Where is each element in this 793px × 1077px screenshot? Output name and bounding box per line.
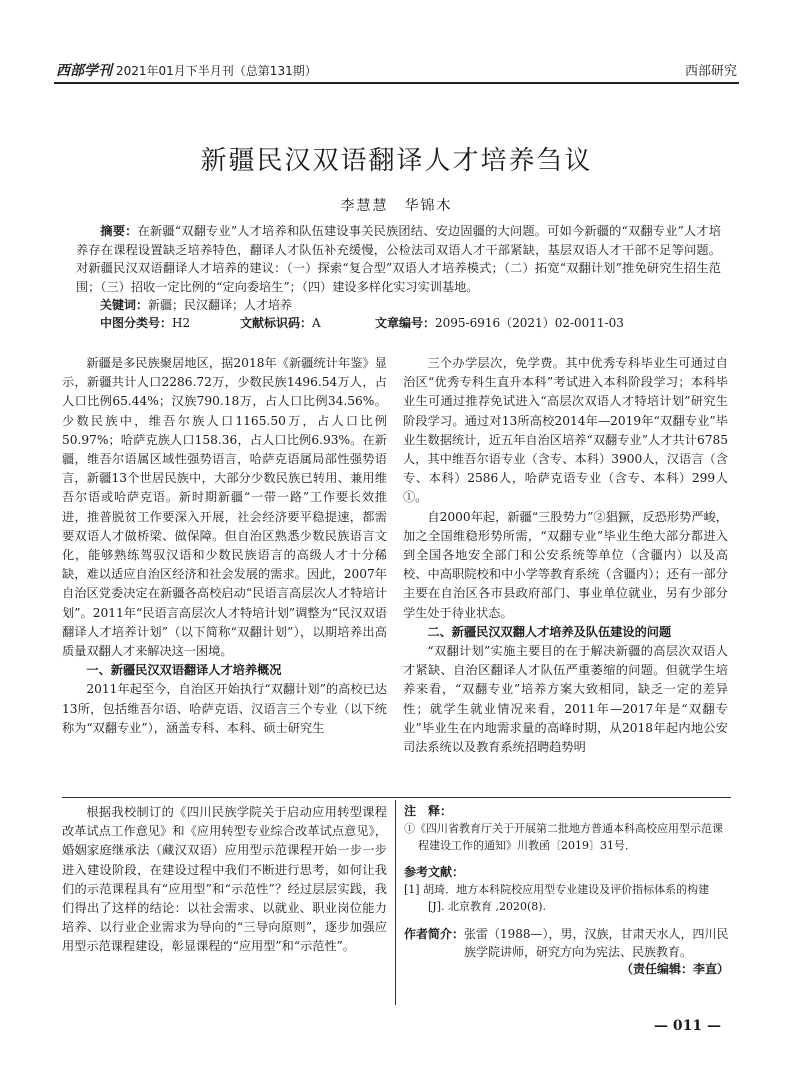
body-right-column xyxy=(403,354,728,757)
classification-row xyxy=(76,314,721,332)
authors: 李慧慧 华锦木 xyxy=(340,198,453,214)
doc-code-label: 文献标识码： xyxy=(240,316,313,330)
section-name: 西部研究 xyxy=(684,64,737,79)
paragraph: 新疆是多民族聚居地区，据2018年《新疆统计年鉴》显示，新疆共计人口2286.72万，少数民族1496.54万人，占人口比例65.44%；汉族790.18万，占人口比例34.56%。少数民族中，维吾尔族人口1165.50万，占人口比例50.97%；哈萨克族人口158.36，占人口比例6.93%。在新疆，维吾尔语属区域性强势语言，哈萨克语属局部性强势语言，新疆13个世居民族中，大部分少数民族已转用、兼用维吾尔语或哈萨克语。新时期新疆“一带一路”工作要长效推进，推普脱贫工作要深入开展，社会经济要平稳提速，都需要双语人才做桥梁、做保障。但自治区熟悉少数民族语言文化，能够熟练驾驭汉语和少数民族语言的高级人才十分稀缺，难以适应自治区经济和社会发展的需求。因此，2007年自治区党委决定在新疆各高校启动“民语言高层次人才特培计划”。2011年“民语言高层次人才特培计划”调整为“民汉双语翻译人才培养计划”（以下简称“双翻计划”），以期培养出高质量双翻人才来解决这一困境。 xyxy=(62,356,387,659)
clc-label: 中图分类号： xyxy=(100,316,173,330)
vertical-divider xyxy=(395,800,396,1005)
abstract xyxy=(76,222,721,296)
journal-logo: 西部学刊 xyxy=(56,63,112,79)
keywords-label: 关键词： xyxy=(100,298,149,312)
doc-code-value: A xyxy=(312,316,321,330)
issue-info: 2021年01月下半月刊（总第131期） xyxy=(116,64,317,78)
article-no-label: 文章编号： xyxy=(375,316,436,330)
reference-item: [1] 胡琦．地方本科院校应用型专业建设及评价指标体系的构建 [J]. 北京教育 ,2020(8). xyxy=(404,883,710,913)
divider xyxy=(62,797,731,798)
paragraph: “双翻计划”实施主要目的在于解决新疆的高层次双语人才紧缺、自治区翻译人才队伍严重萎缩的问题。但就学生培养来看，“双翻专业”培养方案大致相同，缺乏一定的差异性；就学生就业情况来看，2011年—2017年是“双翻专业”毕业生在内地需求量的高峰时期，从2018年起内地公安司法系统以及教育系统招聘趋势明 xyxy=(403,644,728,755)
body-left-column xyxy=(62,354,387,738)
paragraph: 自2000年起，新疆“三股势力”②猖獗，反恐形势严峻，加之全国维稳形势所需，“双翻专业”毕业生绝大部分都进入到全国各地安全部门和公安系统等单位（含疆内）以及高校、中高职院校和中小学等教育系统（含疆内）；还有一部分主要在自治区各市县政府部门、事业单位就业，另有少部分学生处于待业状态。 xyxy=(403,509,728,620)
author-bio-label: 作者简介： xyxy=(404,927,465,941)
page-number: — 011 — xyxy=(654,1018,721,1034)
editor-credit: （责任编辑：李直） xyxy=(620,962,729,976)
abstract-text: 在新疆“双翻专业”人才培养和队伍建设事关民族团结、安边固疆的大问题。可如今新疆的“双翻专业”人才培养存在课程设置缺乏培养特色，翻译人才队伍补充缓慢，公检法司双语人才干部紧缺，基层双语人才干部不足等问题。对新疆民汉双语翻译人才培养的建议：（一）探索“复合型”双语人才培养模式；（二）拓宽“双翻计划”推免研究生招生范围；（三）招收一定比例的“定向委培生”；（四）建设多样化实习实训基地。 xyxy=(76,224,722,294)
keywords-text: 新疆；民汉翻译；人才培养 xyxy=(148,298,293,312)
section-heading-2: 二、新疆民汉双翻人才培养及队伍建设的问题 xyxy=(427,624,672,639)
notes-label: 注 释： xyxy=(404,804,453,818)
clc-value: H2 xyxy=(172,316,191,330)
continued-article-text xyxy=(62,803,387,957)
header-rule xyxy=(54,82,739,84)
note-item: ①《四川省教育厅关于开展第二批地方普通本科高校应用型示范课程建设工作的通知》川教函〔2019〕31号． xyxy=(404,822,723,852)
article-title: 新疆民汉双语翻译人才培养刍议 xyxy=(200,146,593,176)
paragraph: 三个办学层次，免学费。其中优秀专科毕业生可通过自治区“优秀专科生直升本科”考试进入本科阶段学习；本科毕业生可通过推荐免试进入“高层次双语人才特培计划”研究生阶段学习。通过对13所高校2014年—2019年“双翻专业”毕业生数据统计，近五年自治区培养“双翻专业”人才共计6785人，其中维吾尔语专业（含专、本科）3900人，汉语言（含专、本科）2586人，哈萨克语专业（含专、本科）299人①。 xyxy=(403,356,728,505)
running-header-left xyxy=(56,60,317,80)
abstract-block xyxy=(76,222,721,332)
section-heading-1: 一、新疆民汉双语翻译人才培养概况 xyxy=(86,663,282,678)
references-label: 参考文献： xyxy=(404,865,465,879)
paragraph: 2011年起至今，自治区开始执行“双翻计划”的高校已达13所，包括维吾尔语、哈萨克语、汉语言三个专业（以下统称为“双翻专业”），涵盖专科、本科、硕士研究生 xyxy=(62,682,387,735)
notes-block xyxy=(404,803,729,978)
author-bio-text: 张雷（1988—），男，汉族，甘肃天水人，四川民族学院讲师，研究方向为宪法、民族教育。 xyxy=(464,927,729,959)
article-no-value: 2095-6916（2021）02-0011-03 xyxy=(435,316,624,330)
abstract-label: 摘要： xyxy=(100,224,138,238)
paragraph: 根据我校制订的《四川民族学院关于启动应用转型课程改革试点工作意见》和《应用转型专业综合改革试点意见》，婚姻家庭继承法（藏汉双语）应用型示范课程开始一步一步进入建设阶段，在建设过程中我们不断进行思考，如何让我们的示范课程具有“应用型”和“示范性”？经过层层实践，我们得出了这样的结论：以社会需求、以就业、职业岗位能力培养、以行业企业需求为导向的“三导向原则”，逐步加强应用型示范课程建设，彰显课程的“应用型”和“示范性”。 xyxy=(62,805,387,954)
author-bio xyxy=(404,925,729,961)
keywords xyxy=(76,296,721,314)
